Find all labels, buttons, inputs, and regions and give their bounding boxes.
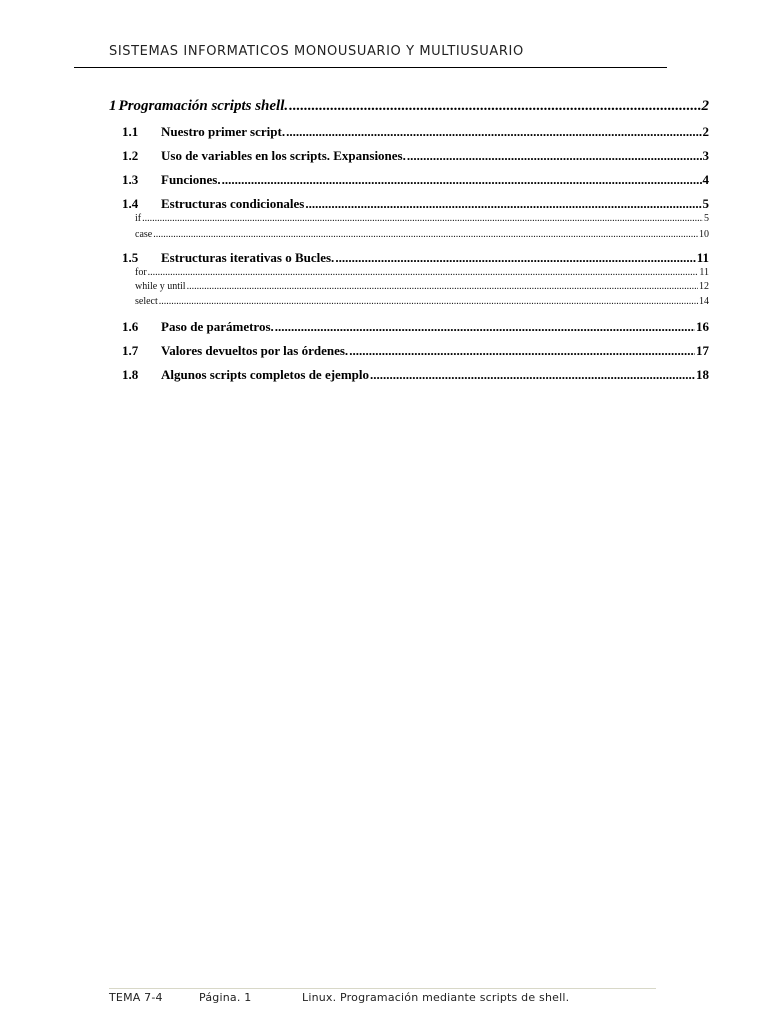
toc-entry-title: Paso de parámetros. <box>161 319 274 334</box>
toc-entry-number: 1.1 <box>122 124 139 139</box>
footer-tema: TEMA 7-4 <box>109 991 163 1004</box>
toc-entry-page: 11 <box>696 250 709 265</box>
toc-entry-number: 1.5 <box>122 250 139 265</box>
toc-entry-page: 3 <box>702 148 709 163</box>
toc-subentry-case[interactable] <box>135 229 709 240</box>
toc-subentry-page: 14 <box>699 296 709 307</box>
toc-dot-leader <box>305 196 701 212</box>
toc-entry-page: 16 <box>696 319 709 334</box>
toc-subentry-page: 11 <box>699 267 709 278</box>
toc-entry-page: 4 <box>702 172 709 187</box>
toc-entry-1-3[interactable] <box>122 172 709 188</box>
toc-entry-1-7[interactable] <box>122 343 709 359</box>
toc-dot-leader <box>289 98 700 115</box>
toc-entry-1-6[interactable] <box>122 319 709 335</box>
toc-subentry-title: while y until <box>135 281 186 292</box>
toc-entry-number: 1.2 <box>122 148 139 163</box>
toc-entry-number: 1.3 <box>122 172 139 187</box>
toc-subentry-if[interactable] <box>135 213 709 224</box>
toc-subentry-title: select <box>135 296 158 307</box>
toc-entry-number: 1 <box>109 98 117 114</box>
toc-entry-1-1[interactable] <box>122 124 709 140</box>
toc-dot-leader <box>349 343 695 359</box>
toc-dot-leader <box>148 267 699 278</box>
toc-entry-title: Estructuras iterativas o Bucles. <box>161 250 335 265</box>
toc-entry-title: Uso de variables en los scripts. Expansiones. <box>161 148 406 163</box>
toc-dot-leader <box>159 296 698 307</box>
toc-subentry-page: 10 <box>699 229 709 240</box>
toc-subentry-page: 12 <box>699 281 709 292</box>
toc-entry-title: Valores devueltos por las órdenes. <box>161 343 349 358</box>
toc-dot-leader <box>407 148 702 164</box>
footer-description: Linux. Programación mediante scripts de shell. <box>302 991 570 1004</box>
toc-dot-leader <box>370 367 695 383</box>
toc-entry-title: Programación scripts shell. <box>118 98 289 114</box>
toc-subentry-title: if <box>135 213 142 224</box>
toc-entry-1-8[interactable] <box>122 367 709 383</box>
toc-subentry-select[interactable] <box>135 296 709 307</box>
footer-page-number: Página. 1 <box>199 991 252 1004</box>
toc-dot-leader <box>335 250 695 266</box>
toc-entry-title: Nuestro primer script. <box>161 124 286 139</box>
toc-entry-number: 1.7 <box>122 343 139 358</box>
toc-entry-1-2[interactable] <box>122 148 709 164</box>
toc-dot-leader <box>286 124 701 140</box>
toc-entry-1[interactable] <box>109 98 709 115</box>
toc-entry-title: Funciones. <box>161 172 221 187</box>
toc-subentry-page: 5 <box>704 213 709 224</box>
toc-subentry-title: for <box>135 267 147 278</box>
toc-entry-1-4[interactable] <box>122 196 709 212</box>
footer-divider <box>109 988 656 989</box>
toc-entry-number: 1.6 <box>122 319 139 334</box>
header-divider <box>74 67 667 68</box>
toc-dot-leader <box>187 281 698 292</box>
toc-dot-leader <box>275 319 695 335</box>
toc-entry-1-5[interactable] <box>122 250 709 266</box>
toc-entry-page: 5 <box>702 196 709 211</box>
toc-entry-page: 2 <box>702 124 709 139</box>
toc-subentry-title: case <box>135 229 153 240</box>
toc-subentry-for[interactable] <box>135 267 709 278</box>
toc-entry-page: 2 <box>701 98 709 114</box>
toc-entry-number: 1.4 <box>122 196 139 211</box>
toc-subentry-while-until[interactable] <box>135 281 709 292</box>
toc-entry-number: 1.8 <box>122 367 139 382</box>
toc-entry-page: 18 <box>696 367 709 382</box>
toc-entry-title: Algunos scripts completos de ejemplo <box>161 367 369 382</box>
toc-entry-title: Estructuras condicionales <box>161 196 305 211</box>
toc-entry-page: 17 <box>696 343 709 358</box>
toc-dot-leader <box>222 172 702 188</box>
toc-dot-leader <box>153 229 698 240</box>
page-header-title: SISTEMAS INFORMATICOS MONOUSUARIO Y MULTIUSUARIO <box>109 44 524 59</box>
toc-dot-leader <box>142 213 703 224</box>
